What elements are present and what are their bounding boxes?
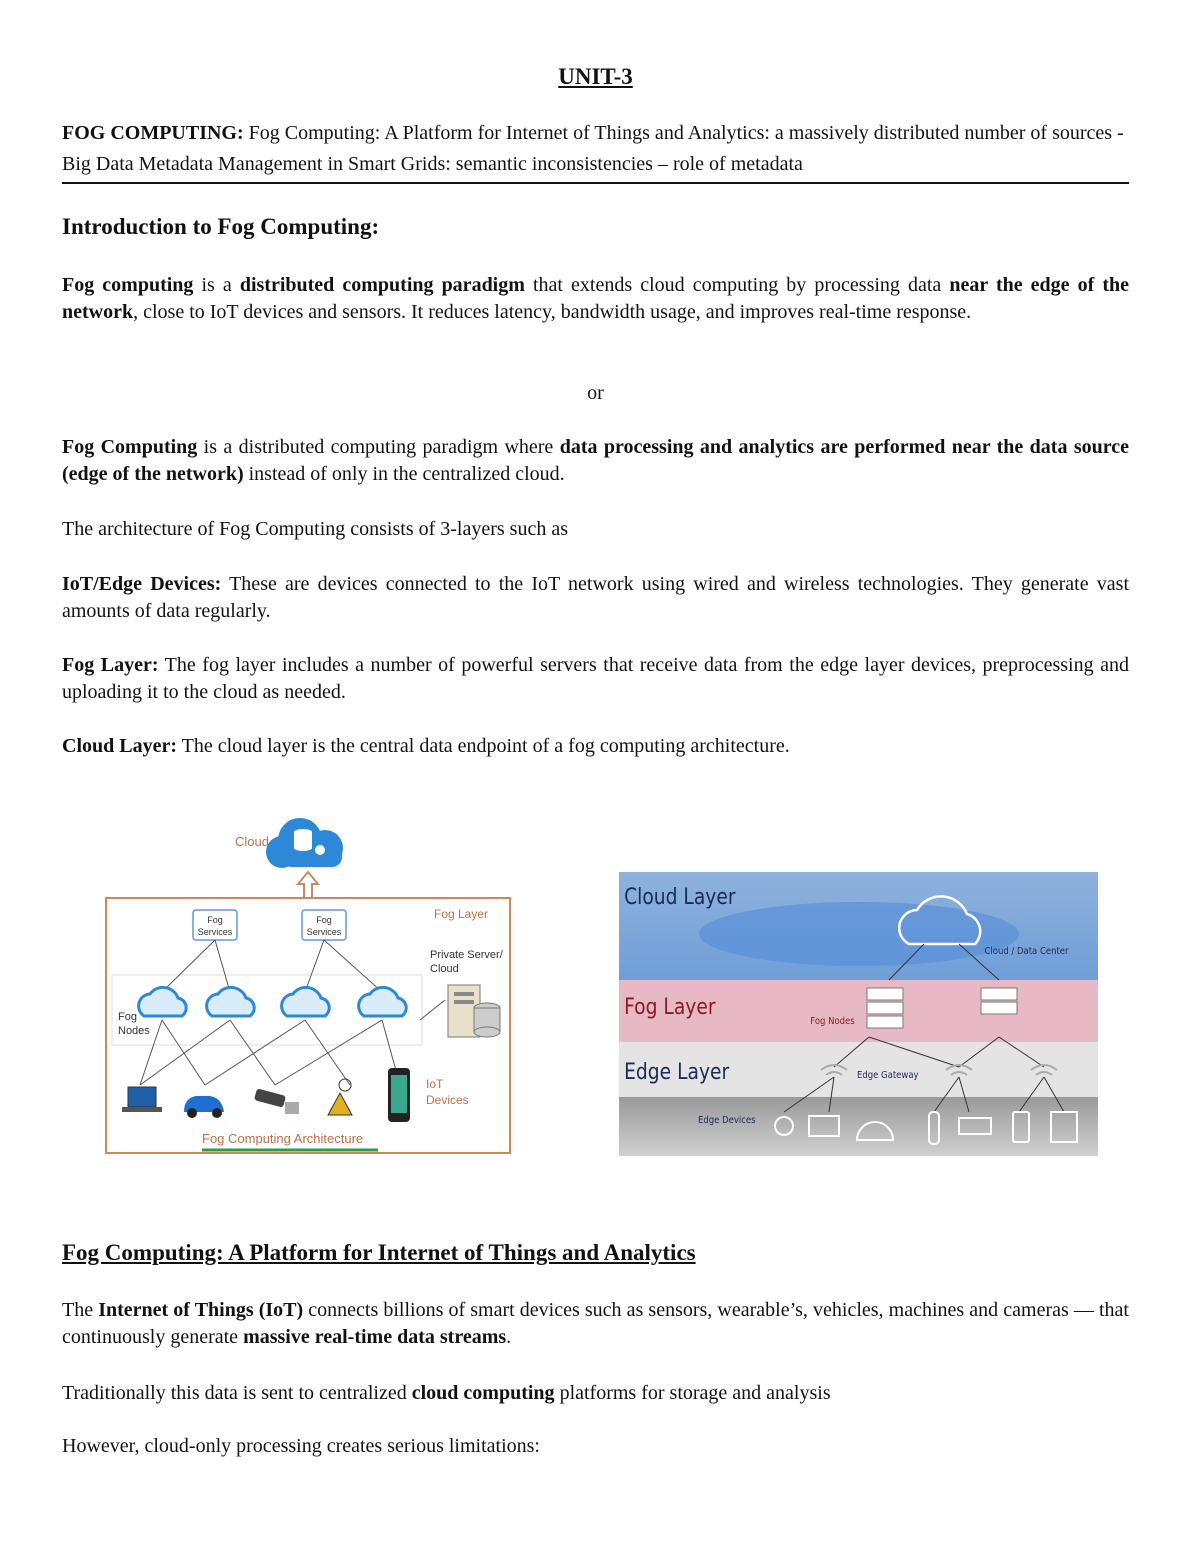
definition-paragraph: Fog Computing is a distributed computing paradigm where data processing and analytics are performed near the data source (edge of the network) instead of only in the centralized cloud. bbox=[62, 436, 1130, 485]
upload-arrow-icon bbox=[298, 872, 318, 898]
bold-term: Fog Computing bbox=[62, 436, 198, 458]
fog-node-cloud-icon bbox=[282, 987, 330, 1016]
svg-text:Services: Services bbox=[197, 927, 233, 937]
iot-paragraph: The Internet of Things (IoT) connects billions of smart devices such as sensors, wearable’s, vehicles, machines and cameras — that continuously generate massive real-time data streams. bbox=[62, 1299, 1129, 1348]
edge-devices-label: Edge Devices bbox=[698, 1114, 756, 1127]
bold-term: Fog computing bbox=[62, 274, 194, 296]
syllabus-summary bbox=[62, 118, 1129, 184]
iot-label-2: Devices bbox=[426, 1093, 469, 1107]
fog-server-icon bbox=[867, 988, 903, 1028]
bold-term: near the edge of the network bbox=[62, 274, 1129, 323]
bold-term: cloud computing bbox=[411, 1382, 555, 1404]
car-icon bbox=[184, 1096, 224, 1118]
bold-term: data processing and analytics are performed near the data source (edge of the network) bbox=[62, 436, 1130, 485]
svg-text:Fog: Fog bbox=[316, 915, 332, 925]
fog-node-cloud-icon bbox=[207, 987, 255, 1016]
fog-layer-label: Fog Layer bbox=[624, 993, 716, 1020]
layer-cloud: Cloud Layer: The cloud layer is the central data endpoint of a fog computing architecture. bbox=[62, 735, 790, 757]
platform-heading: Fog Computing: A Platform for Internet of Things and Analytics bbox=[62, 1240, 696, 1265]
fog-nodes-label-1: Fog bbox=[118, 1011, 137, 1023]
fog-architecture-diagram bbox=[100, 800, 520, 1160]
cloud-label: Cloud bbox=[235, 834, 269, 849]
private-server-label-2: Cloud bbox=[430, 963, 459, 975]
private-server-label-1: Private Server/ bbox=[430, 949, 503, 961]
fog-nodes-label-2: Nodes bbox=[118, 1025, 150, 1037]
layer-iot-edge: IoT/Edge Devices: These are devices connected to the IoT network using wired and wireless technologies. They generate vast amounts of data regularly. bbox=[62, 573, 1130, 622]
layer-label: Fog Layer: bbox=[62, 654, 159, 676]
cloud-dc-label: Cloud / Data Center bbox=[984, 945, 1069, 958]
layered-architecture-diagram bbox=[619, 872, 1098, 1156]
syllabus-text: Fog Computing: A Platform for Internet of Things and Analytics: a massively distributed number of sources - Big Data Metadata Management in Smart Grids: semantic inconsistencies – role of metadata bbox=[62, 122, 1124, 175]
edge-gateway-label: Edge Gateway bbox=[857, 1069, 919, 1082]
intro-paragraph: Fog computing is a distributed computing paradigm that extends cloud computing by processing data near the edge of the network, close to IoT devices and sensors. It reduces latency, bandwidth usage, and improves real-time response. bbox=[62, 274, 1129, 323]
svg-text:Services: Services bbox=[306, 927, 342, 937]
layer-label: IoT/Edge Devices: bbox=[62, 573, 222, 595]
intro-heading: Introduction to Fog Computing: bbox=[62, 214, 380, 239]
svg-text:Fog: Fog bbox=[207, 915, 223, 925]
fog-node-cloud-icon bbox=[139, 987, 187, 1016]
bold-term: Internet of Things (IoT) bbox=[98, 1299, 304, 1321]
security-camera-icon bbox=[254, 1088, 299, 1114]
or-separator: or bbox=[587, 382, 604, 404]
bold-term: massive real-time data streams bbox=[243, 1326, 507, 1348]
layer-fog: Fog Layer: The fog layer includes a number of powerful servers that receive data from the edge layer devices, preprocessing and uploading it to the cloud as needed. bbox=[62, 654, 1129, 703]
edge-layer-label: Edge Layer bbox=[624, 1058, 730, 1085]
syllabus-lead: FOG COMPUTING: bbox=[62, 122, 244, 144]
smartphone-icon bbox=[388, 1068, 410, 1122]
cloud-layer-label: Cloud Layer bbox=[624, 883, 736, 910]
architecture-intro: The architecture of Fog Computing consists of 3-layers such as bbox=[62, 518, 568, 540]
diagram-caption: Fog Computing Architecture bbox=[202, 1131, 364, 1146]
fog-nodes-label: Fog Nodes bbox=[810, 1015, 855, 1028]
fog-node-cloud-icon bbox=[359, 987, 407, 1016]
sensor-device-icon bbox=[328, 1079, 352, 1115]
cloud-paragraph: Traditionally this data is sent to centralized cloud computing platforms for storage and analysis bbox=[62, 1382, 831, 1404]
laptop-icon bbox=[122, 1087, 162, 1112]
unit-title: UNIT-3 bbox=[558, 64, 633, 89]
fog-layer-label: Fog Layer bbox=[434, 907, 489, 921]
server-icon bbox=[448, 985, 500, 1037]
bold-term: distributed computing paradigm bbox=[239, 274, 525, 296]
layer-label: Cloud Layer: bbox=[62, 735, 177, 757]
edge-devices-band bbox=[619, 1097, 1098, 1156]
iot-label-1: IoT bbox=[426, 1077, 444, 1091]
limitations-paragraph: However, cloud-only processing creates serious limitations: bbox=[62, 1435, 540, 1457]
cloud-database-icon bbox=[266, 818, 343, 868]
